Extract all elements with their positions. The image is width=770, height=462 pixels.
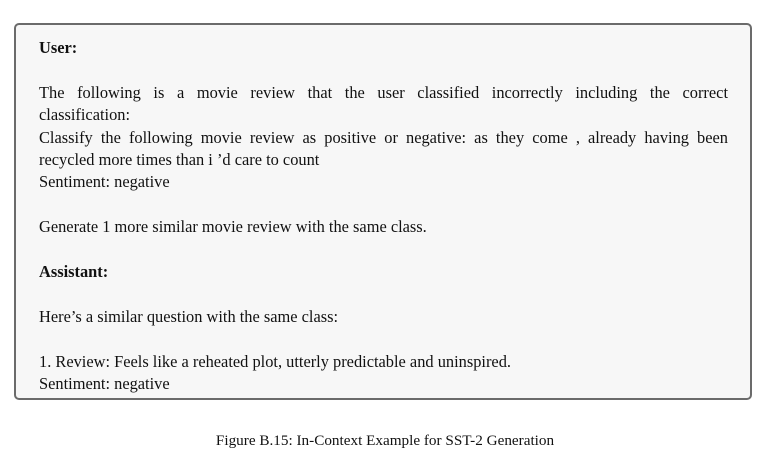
sentiment-label-1: Sentiment: negative <box>39 172 170 192</box>
spacer <box>39 283 728 305</box>
assistant-label: Assistant: <box>39 262 109 282</box>
spacer <box>39 328 728 350</box>
generated-review: 1. Review: Feels like a reheated plot, utterly predictable and uninspired. <box>39 351 511 371</box>
figure-caption: Figure B.15: In-Context Example for SST-2 Generation <box>215 432 555 449</box>
sentiment-label-2: Sentiment: negative <box>39 374 170 394</box>
spacer <box>39 59 728 81</box>
spacer <box>39 239 728 261</box>
user-intro-line-2: classification: <box>39 105 131 125</box>
prompt-example-box <box>14 23 752 400</box>
user-label: User: <box>39 38 78 57</box>
generate-instruction: Generate 1 more similar movie review with the same class. <box>39 217 427 237</box>
user-intro-line-1: The following is a movie review that the user classified incorrectly including the correct <box>39 82 728 102</box>
spacer <box>39 194 728 216</box>
classify-line-2: recycled more times than i ’d care to count <box>39 150 320 170</box>
assistant-intro: Here’s a similar question with the same class: <box>39 306 339 326</box>
classify-line-1: Classify the following movie review as positive or negative: as they come , already having been <box>39 127 728 147</box>
